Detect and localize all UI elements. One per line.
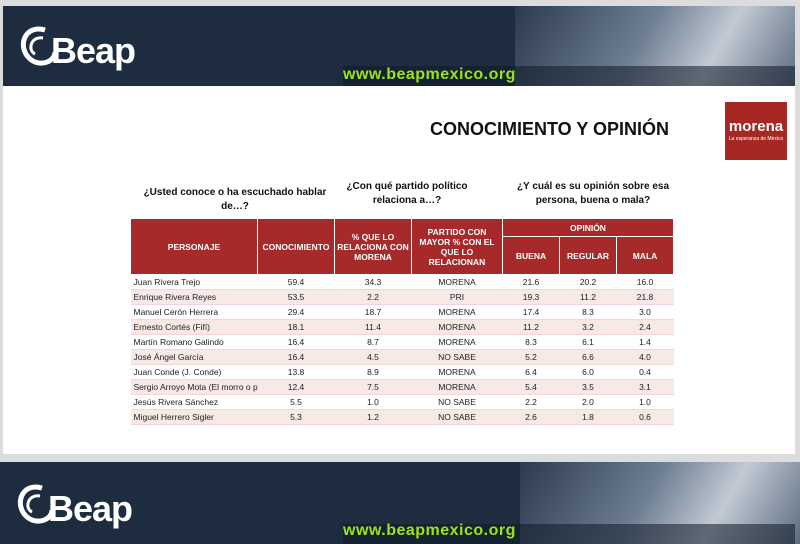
cell-personaje: Ernesto Cortés (Fifí) [131,320,258,335]
cell-pct-morena: 34.3 [335,275,412,290]
logo-text: Beap [51,30,136,71]
cell-mala: 1.0 [617,395,674,410]
cell-pct-morena: 2.2 [335,290,412,305]
header-pct-morena: % QUE LO RELACIONA CON MORENA [335,219,412,275]
cell-buena: 8.3 [503,335,560,350]
slide-title: CONOCIMIENTO Y OPINIÓN [430,119,670,139]
cell-regular: 6.1 [560,335,617,350]
cell-regular: 20.2 [560,275,617,290]
cell-buena: 17.4 [503,305,560,320]
cell-conocimiento: 12.4 [258,380,335,395]
cell-personaje: Enrique Rivera Reyes [131,290,258,305]
cell-conocimiento: 16.4 [258,350,335,365]
cell-personaje: Juan Rivera Trejo [131,275,258,290]
cell-pct-morena: 18.7 [335,305,412,320]
morena-logo [725,102,787,160]
table-row [131,320,674,335]
cell-partido: PRI [412,290,503,305]
cell-conocimiento: 18.1 [258,320,335,335]
question-3: ¿Y cuál es su opinión sobre esa persona, buena o mala? [516,181,670,206]
cell-pct-morena: 8.9 [335,365,412,380]
table-row [131,380,674,395]
cell-personaje: Jesús Rivera Sánchez [131,395,258,410]
cell-personaje: Miguel Herrero Sigler [131,410,258,425]
beap-logo [15,22,175,70]
header-buena: BUENA [503,237,560,275]
table-row [131,395,674,410]
cell-personaje: Juan Conde (J. Conde) [131,365,258,380]
cell-regular: 6.0 [560,365,617,380]
cell-buena: 2.2 [503,395,560,410]
cell-regular: 6.6 [560,350,617,365]
footer-beap-logo [12,480,172,528]
header-opinion: OPINIÓN [503,219,674,237]
table-row [131,350,674,365]
cell-partido: MORENA [412,380,503,395]
cell-mala: 3.0 [617,305,674,320]
slide [3,6,795,454]
cell-regular: 3.5 [560,380,617,395]
cell-pct-morena: 11.4 [335,320,412,335]
cell-mala: 4.0 [617,350,674,365]
cell-buena: 21.6 [503,275,560,290]
footer-logo-text: Beap [48,488,133,529]
header-conocimiento: CONOCIMIENTO [258,219,335,275]
table-row [131,365,674,380]
header-personaje: PERSONAJE [131,219,258,275]
morena-logo-tagline: La esperanza de México [728,136,784,142]
cell-pct-morena: 7.5 [335,380,412,395]
cell-conocimiento: 53.5 [258,290,335,305]
cell-buena: 5.4 [503,380,560,395]
cell-regular: 2.0 [560,395,617,410]
cell-regular: 8.3 [560,305,617,320]
cell-mala: 16.0 [617,275,674,290]
cell-pct-morena: 4.5 [335,350,412,365]
cell-mala: 2.4 [617,320,674,335]
cell-buena: 19.3 [503,290,560,305]
question-2: ¿Con qué partido político relaciona a…? [346,181,468,206]
table-row [131,275,674,290]
header-mala: MALA [617,237,674,275]
cell-partido: MORENA [412,335,503,350]
cell-conocimiento: 13.8 [258,365,335,380]
cell-conocimiento: 5.5 [258,395,335,410]
cell-mala: 0.4 [617,365,674,380]
cell-personaje: Manuel Cerón Herrera [131,305,258,320]
cell-pct-morena: 8.7 [335,335,412,350]
cell-personaje: Sergio Arroyo Mota (El morro o p [131,380,258,395]
cell-partido: NO SABE [412,410,503,425]
cell-regular: 1.8 [560,410,617,425]
table-row [131,335,674,350]
cell-mala: 21.8 [617,290,674,305]
cell-personaje: Martín Romano Galindo [131,335,258,350]
cell-partido: MORENA [412,275,503,290]
cell-pct-morena: 1.2 [335,410,412,425]
header-regular: REGULAR [560,237,617,275]
cell-mala: 1.4 [617,335,674,350]
cell-partido: MORENA [412,365,503,380]
cell-pct-morena: 1.0 [335,395,412,410]
cell-buena: 6.4 [503,365,560,380]
cell-conocimiento: 59.4 [258,275,335,290]
cell-conocimiento: 5.3 [258,410,335,425]
results-table [130,218,674,425]
footer-website-link[interactable]: www.beapmexico.org [343,522,516,539]
cell-partido: MORENA [412,305,503,320]
cell-partido: MORENA [412,320,503,335]
cell-partido: NO SABE [412,395,503,410]
cell-buena: 5.2 [503,350,560,365]
website-link[interactable]: www.beapmexico.org [343,66,516,83]
header-partido: PARTIDO CON MAYOR % CON EL QUE LO RELACIONAN [412,219,503,275]
cell-partido: NO SABE [412,350,503,365]
header-banner [3,6,795,86]
table-row [131,410,674,425]
cell-regular: 11.2 [560,290,617,305]
cell-buena: 11.2 [503,320,560,335]
cell-conocimiento: 29.4 [258,305,335,320]
cell-personaje: José Ángel García [131,350,258,365]
cell-regular: 3.2 [560,320,617,335]
table-row [131,305,674,320]
cell-mala: 0.6 [617,410,674,425]
morena-logo-name: morena [728,118,784,135]
cell-conocimiento: 16.4 [258,335,335,350]
footer-banner [0,462,800,544]
cell-mala: 3.1 [617,380,674,395]
question-1: ¿Usted conoce o ha escuchado hablar de…? [143,187,327,212]
cell-buena: 2.6 [503,410,560,425]
table-row [131,290,674,305]
table-body [131,275,674,425]
